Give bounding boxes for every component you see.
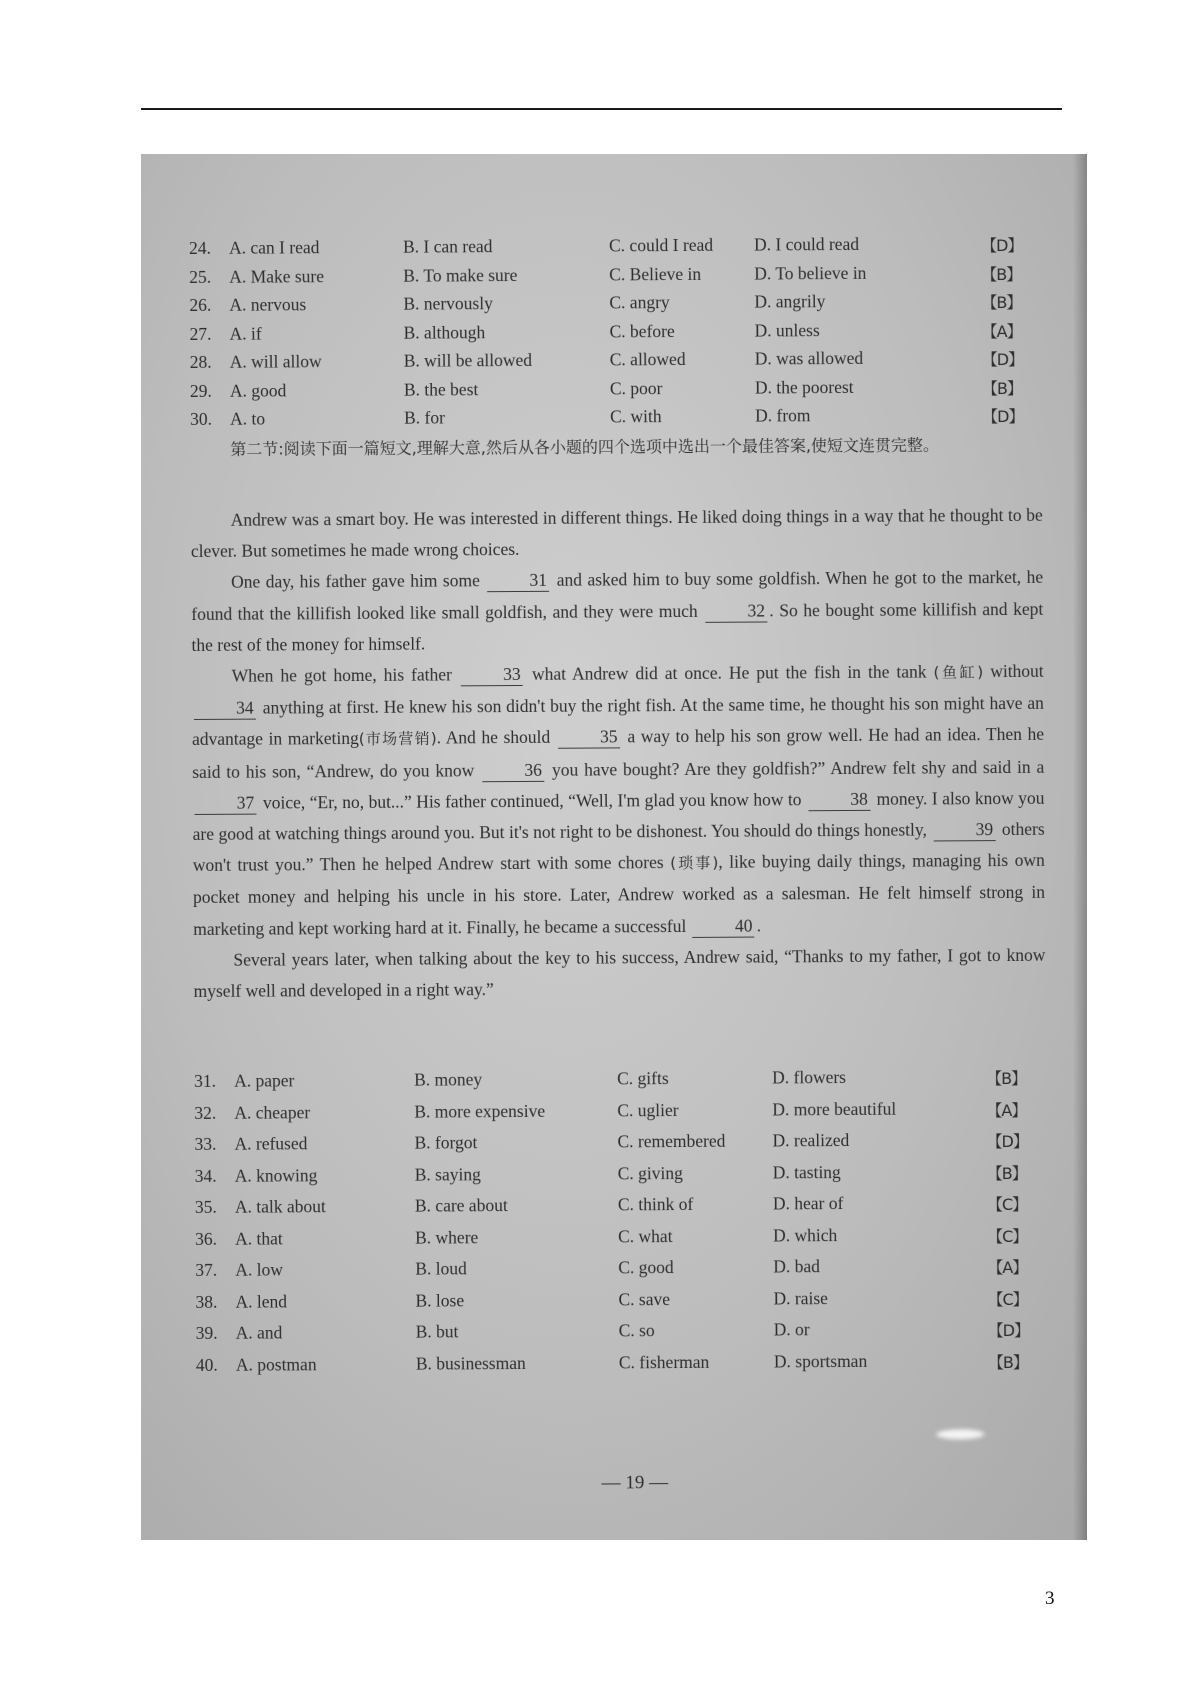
- option-d: D. To believe in: [754, 262, 867, 284]
- option-c: C. poor: [609, 377, 663, 398]
- option-b: B. forgot: [414, 1132, 478, 1153]
- answer-key: 【B】: [986, 1163, 1027, 1183]
- question-number: 29.: [189, 380, 212, 401]
- answer-key: 【C】: [986, 1194, 1028, 1215]
- answer-key: 【A】: [981, 321, 1022, 341]
- option-b: B. but: [415, 1321, 459, 1342]
- answer-key: 【C】: [987, 1226, 1028, 1246]
- passage-text: what Andrew did at once. He put the fish in the tank: [531, 661, 927, 684]
- option-d: D. angrily: [754, 291, 826, 312]
- option-b: B. saying: [414, 1163, 481, 1185]
- passage-paragraph-4: Several years later, when talking about the key to his success, Andrew said, “Thanks to my father, I got to know myself well and developed in a right way.”: [193, 944, 1046, 1002]
- scan-page-number: — 19 —: [601, 1472, 669, 1494]
- option-b: B. To make sure: [403, 264, 518, 286]
- option-a: A. low: [235, 1259, 284, 1280]
- option-c: C. with: [610, 406, 662, 427]
- option-a: A. postman: [235, 1353, 317, 1375]
- passage-text: , like buying daily things, managing his own pocket money and helping his uncle in his store. Later, Andrew worked as a salesman. He felt himself strong in marketing and kept working hard at it. Finally, he became a successful: [192, 850, 1046, 939]
- option-d: D. more beautiful: [772, 1098, 897, 1119]
- option-b: B. will be allowed: [403, 349, 533, 371]
- option-d: D. flowers: [772, 1067, 847, 1088]
- option-d: D. raise: [773, 1287, 828, 1308]
- option-b: B. for: [404, 407, 445, 428]
- option-b: B. where: [415, 1226, 479, 1248]
- answer-key: 【B】: [981, 264, 1022, 284]
- option-row: [195, 1286, 1051, 1321]
- option-a: A. knowing: [234, 1164, 318, 1186]
- option-c: C. gifts: [617, 1068, 669, 1089]
- option-d: D. was allowed: [754, 347, 864, 369]
- option-a: A. cheaper: [234, 1101, 311, 1123]
- answer-key: 【B】: [987, 1352, 1028, 1372]
- answer-key: 【D】: [982, 406, 1024, 427]
- question-number: 26.: [189, 294, 212, 315]
- option-c: C. save: [618, 1288, 671, 1309]
- passage-paragraph-2: [191, 562, 1044, 661]
- answer-key: 【B】: [986, 1068, 1027, 1089]
- option-a: A. nervous: [229, 294, 307, 315]
- question-number: 36.: [195, 1228, 218, 1249]
- option-a: A. Make sure: [229, 265, 325, 287]
- option-b: B. I can read: [402, 236, 493, 257]
- blank-40: 40: [693, 914, 755, 937]
- passage-text: you have bought? Are they goldfish?” Andrew felt shy and said in a: [551, 756, 1045, 780]
- passage-text: voice, “Er, no, but...” His father continued, “Well, I'm glad you know how to: [262, 789, 802, 813]
- option-c: C. allowed: [609, 348, 686, 370]
- option-c: C. remembered: [617, 1130, 726, 1152]
- option-b: B. lose: [415, 1289, 465, 1311]
- option-c: C. think of: [617, 1193, 694, 1215]
- passage-paragraph-3: [192, 656, 1046, 945]
- question-number: 31.: [194, 1070, 217, 1091]
- option-a: A. talk about: [234, 1196, 326, 1217]
- option-d: D. from: [755, 405, 811, 426]
- page-number: 3: [1045, 1588, 1055, 1609]
- question-number: 33.: [194, 1133, 217, 1154]
- question-number: 30.: [190, 408, 213, 429]
- blank-37: 37: [194, 791, 256, 814]
- passage-text: .: [756, 915, 762, 936]
- option-row: [194, 1097, 1050, 1132]
- option-d: D. which: [773, 1224, 838, 1245]
- passage-text: and asked him to buy some goldfish. When he got to the market, he found that the killifish looked like small goldfish, and they were much: [191, 567, 1044, 624]
- passage-text: . So he bought some killifish and kept the rest of the money for himself.: [191, 598, 1044, 655]
- option-d: D. tasting: [772, 1161, 841, 1182]
- option-c: C. giving: [617, 1162, 683, 1183]
- option-b: B. care about: [414, 1195, 508, 1216]
- option-b: B. businessman: [415, 1352, 526, 1374]
- question-number: 40.: [195, 1354, 218, 1375]
- passage-text: a way to help his son grow well. He had an idea. Then he said to his son, “Andrew, do you know: [192, 724, 1045, 782]
- blank-32: 32: [705, 599, 767, 622]
- passage-text: . And he should: [436, 727, 551, 748]
- option-row: [194, 1066, 1050, 1101]
- question-number: 27.: [189, 323, 212, 344]
- exam-sheet: [189, 233, 1046, 1494]
- option-b: B. although: [403, 321, 486, 343]
- option-a: A. will allow: [229, 351, 322, 372]
- header-rule: [141, 108, 1062, 110]
- option-b: B. more expensive: [414, 1100, 546, 1122]
- option-d: D. unless: [754, 319, 820, 341]
- question-number: 35.: [194, 1196, 217, 1217]
- option-d: D. realized: [772, 1129, 850, 1151]
- option-row: [195, 1223, 1051, 1258]
- option-c: C. Believe in: [609, 263, 702, 284]
- option-a: A. good: [229, 379, 287, 401]
- option-row: [194, 1129, 1050, 1164]
- option-a: A. to: [230, 408, 266, 429]
- question-number: 37.: [195, 1259, 218, 1280]
- answer-key: 【D】: [987, 1320, 1030, 1341]
- option-a: A. can I read: [228, 237, 320, 258]
- option-d: D. bad: [773, 1256, 821, 1277]
- answer-key: 【D】: [986, 1131, 1028, 1152]
- gloss-marketing: (市场营销): [358, 729, 437, 749]
- option-c: C. angry: [609, 292, 670, 313]
- option-d: D. I could read: [753, 233, 860, 255]
- option-a: A. if: [229, 323, 262, 344]
- passage-text: One day, his father gave him some: [231, 570, 480, 593]
- question-number: 38.: [195, 1291, 218, 1312]
- question-number: 24.: [189, 237, 211, 258]
- option-b: B. nervously: [403, 293, 493, 314]
- option-b: B. money: [414, 1069, 483, 1090]
- passage-paragraph-1: Andrew was a smart boy. He was interested in different things. He liked doing things in a way that he thought to be clever. But sometimes he made wrong choices.: [190, 504, 1043, 562]
- option-c: C. good: [618, 1257, 674, 1278]
- answer-key: 【B】: [981, 378, 1022, 398]
- option-d: D. or: [773, 1319, 810, 1340]
- option-row: [196, 1349, 1052, 1384]
- option-d: D. the poorest: [754, 376, 854, 398]
- blank-33: 33: [461, 663, 523, 686]
- scanned-photo: [141, 154, 1087, 1540]
- answer-key: 【A】: [986, 1100, 1027, 1120]
- section-heading: 第二节:阅读下面一篇短文,理解大意,然后从各小题的四个选项中选出一个最佳答案,使短文连贯完整。: [230, 435, 939, 459]
- gloss-tank: (鱼缸): [933, 663, 984, 682]
- blank-34: 34: [194, 697, 256, 720]
- blank-38: 38: [808, 788, 870, 811]
- option-d: D. sportsman: [773, 1350, 868, 1371]
- blank-39: 39: [933, 818, 995, 841]
- option-row: [195, 1160, 1051, 1195]
- option-row: [196, 1318, 1052, 1353]
- option-d: D. hear of: [772, 1193, 844, 1214]
- option-a: A. and: [235, 1322, 283, 1343]
- answer-key: 【B】: [981, 292, 1022, 313]
- option-a: A. lend: [235, 1290, 288, 1312]
- answer-key: 【A】: [987, 1257, 1028, 1278]
- question-number: 28.: [189, 351, 212, 372]
- option-row: [195, 1192, 1051, 1227]
- passage-text: When he got home, his father: [231, 664, 452, 686]
- options-24-30: [189, 233, 1045, 429]
- blank-31: 31: [487, 569, 549, 592]
- question-number: 34.: [194, 1165, 217, 1186]
- passage-text: without: [990, 660, 1044, 682]
- light-glare: [936, 1429, 984, 1439]
- option-c: C. before: [609, 320, 675, 341]
- option-a: A. that: [235, 1227, 283, 1249]
- passage-text: others won't trust you.” Then he helped Andrew start with some chores: [192, 818, 1045, 876]
- option-b: B. the best: [403, 378, 479, 400]
- question-number: 39.: [195, 1322, 218, 1343]
- option-c: C. what: [618, 1225, 673, 1246]
- option-c: C. uglier: [617, 1099, 679, 1120]
- blank-35: 35: [558, 726, 620, 749]
- option-c: C. so: [618, 1320, 655, 1341]
- option-row: [195, 1255, 1051, 1290]
- passage-text: anything at first. He knew his son didn't buy the right fish. At the same time, he thought his son might have an advantage in marketing: [192, 693, 1044, 750]
- passage-text: money. I also know you are good at watching things around you. But it's not right to be dishonest. You should do things honestly,: [192, 787, 1045, 845]
- blank-36: 36: [482, 758, 544, 781]
- answer-key: 【C】: [987, 1289, 1028, 1309]
- question-number: 25.: [189, 266, 212, 287]
- answer-key: 【D】: [981, 235, 1023, 256]
- cloze-passage: [191, 500, 1046, 1007]
- answer-key: 【D】: [981, 349, 1024, 370]
- question-number: 32.: [194, 1102, 217, 1123]
- option-a: A. refused: [234, 1133, 308, 1154]
- gloss-chores: (琐事): [670, 854, 719, 873]
- option-c: C. fisherman: [618, 1351, 710, 1372]
- option-b: B. loud: [415, 1258, 467, 1279]
- option-c: C. could I read: [608, 234, 714, 256]
- option-a: A. paper: [234, 1070, 295, 1091]
